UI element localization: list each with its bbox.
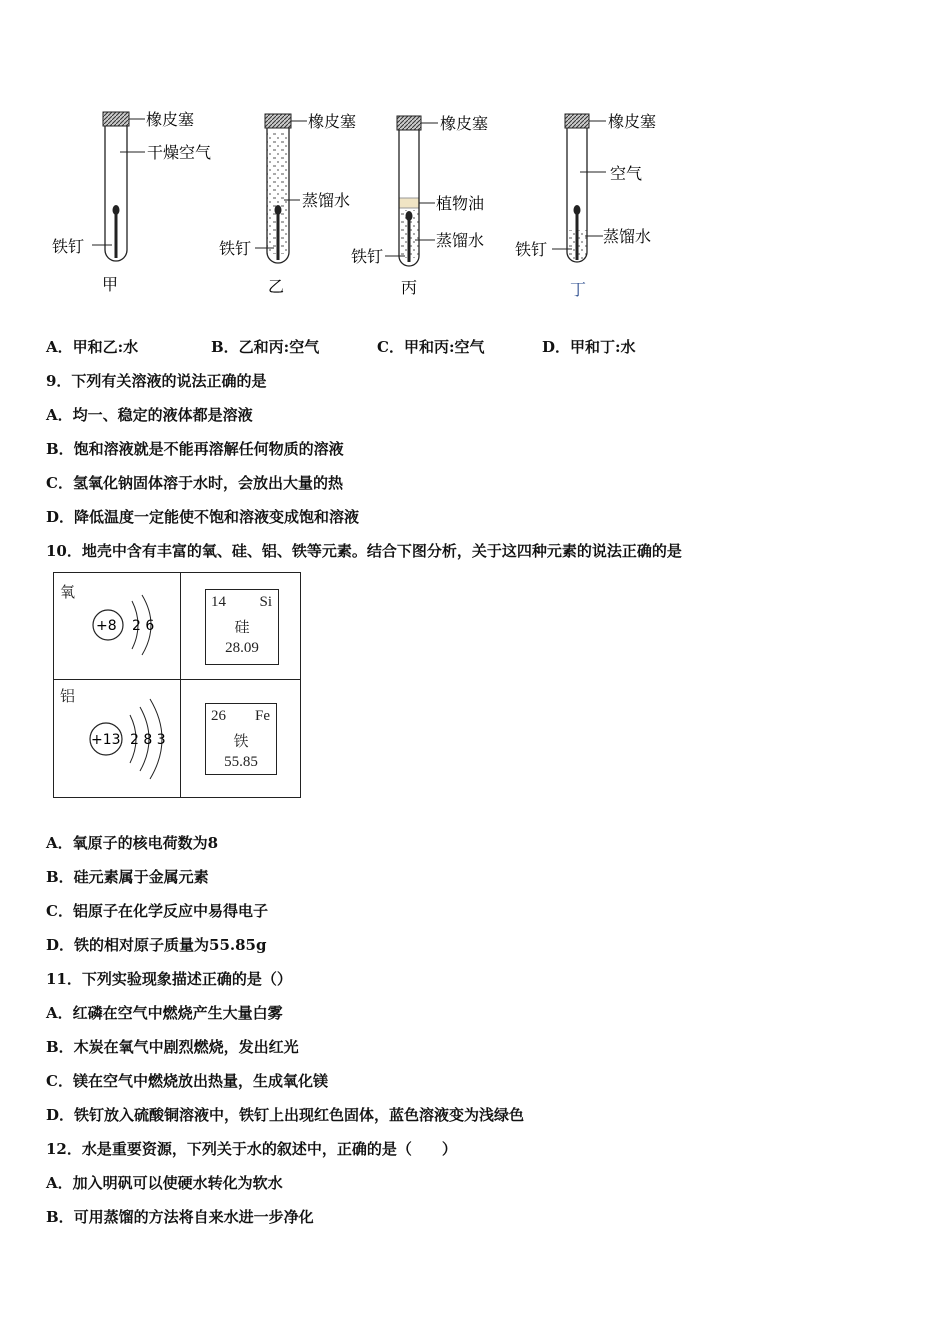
label-stopper: 橡皮塞 xyxy=(146,110,195,129)
tube-jia xyxy=(52,110,211,294)
label-nail: 铁钉 xyxy=(515,240,548,259)
q8-options xyxy=(46,336,746,356)
label-stopper: 橡皮塞 xyxy=(608,112,657,131)
q8-option-c: C．甲和丙:空气 xyxy=(377,338,485,356)
q11-option-d: D．铁钉放入硫酸铜溶液中，铁钉上出现红色固体，蓝色溶液变为浅绿色 xyxy=(46,1106,525,1124)
q8-option-a: A．甲和乙:水 xyxy=(46,338,139,356)
tube-yi xyxy=(219,112,356,296)
label-water: 蒸馏水 xyxy=(436,231,485,250)
q10-option-b: B．硅元素属于金属元素 xyxy=(46,868,209,886)
tube-ding xyxy=(515,112,656,299)
q8-option-d: D．甲和丁:水 xyxy=(542,338,636,356)
oxygen-name: 氧 xyxy=(60,583,76,601)
q11-option-a: A．红磷在空气中燃烧产生大量白雾 xyxy=(46,1004,283,1022)
oxygen-shells: 2 6 xyxy=(132,618,155,634)
label-air: 干燥空气 xyxy=(147,143,212,162)
iron-mass: 55.85 xyxy=(224,754,258,770)
q11-stem: 11．下列实验现象描述正确的是（） xyxy=(46,970,292,988)
label-stopper: 橡皮塞 xyxy=(308,112,357,131)
iron-number: 26 xyxy=(211,708,226,724)
caption-jia: 甲 xyxy=(102,275,119,294)
iron-symbol: Fe xyxy=(255,708,270,724)
rubber-stopper xyxy=(103,112,129,126)
label-water: 蒸馏水 xyxy=(302,191,351,210)
aluminum-nucleus: +13 xyxy=(91,732,121,748)
label-nail: 铁钉 xyxy=(52,237,85,256)
rubber-stopper xyxy=(265,114,291,128)
silicon-card xyxy=(205,589,279,665)
q9-option-c: C．氢氧化钠固体溶于水时，会放出大量的热 xyxy=(46,474,343,492)
q12-stem: 12．水是重要资源，下列关于水的叙述中，正确的是（ ） xyxy=(46,1140,457,1158)
caption-bing: 丙 xyxy=(401,278,418,297)
q11-option-c: C．镁在空气中燃烧放出热量，生成氧化镁 xyxy=(46,1072,328,1090)
q10-option-a: A．氧原子的核电荷数为8 xyxy=(46,834,219,852)
caption-yi: 乙 xyxy=(268,277,285,296)
rubber-stopper xyxy=(397,116,421,130)
silicon-symbol: Si xyxy=(259,594,272,610)
q8-option-b: B．乙和丙:空气 xyxy=(211,338,320,356)
tube-bing xyxy=(351,114,488,297)
label-nail: 铁钉 xyxy=(351,247,384,266)
silicon-number: 14 xyxy=(211,594,226,610)
label-water: 蒸馏水 xyxy=(603,227,652,246)
silicon-name: 硅 xyxy=(234,618,250,636)
q11-option-b: B．木炭在氧气中剧烈燃烧，发出红光 xyxy=(46,1038,299,1056)
aluminum-shells: 2 8 3 xyxy=(130,732,166,748)
caption-ding: 丁 xyxy=(570,280,587,299)
q9-option-a: A．均一、稳定的液体都是溶液 xyxy=(46,406,253,424)
q10-stem: 10．地壳中含有丰富的氧、硅、铝、铁等元素。结合下图分析，关于这四种元素的说法正确的是 xyxy=(46,542,682,560)
element-table xyxy=(53,572,301,798)
q9-stem: 9．下列有关溶液的说法正确的是 xyxy=(46,372,267,390)
label-stopper: 橡皮塞 xyxy=(440,114,489,133)
q10-option-d: D．铁的相对原子质量为55.85g xyxy=(46,936,267,954)
aluminum-atom-diagram xyxy=(84,685,184,793)
label-air: 空气 xyxy=(610,164,643,183)
aluminum-name: 铝 xyxy=(60,687,76,705)
label-oil: 植物油 xyxy=(436,194,485,213)
oxygen-nucleus: +8 xyxy=(96,618,117,634)
q9-option-d: D．降低温度一定能使不饱和溶液变成饱和溶液 xyxy=(46,508,360,526)
iron-card xyxy=(205,703,277,775)
label-nail: 铁钉 xyxy=(219,239,252,258)
oxygen-atom-diagram xyxy=(84,593,174,673)
q12-option-a: A．加入明矾可以使硬水转化为软水 xyxy=(46,1174,283,1192)
silicon-mass: 28.09 xyxy=(225,640,259,656)
q10-option-c: C．铝原子在化学反应中易得电子 xyxy=(46,902,268,920)
q9-option-b: B．饱和溶液就是不能再溶解任何物质的溶液 xyxy=(46,440,344,458)
test-tube-figure xyxy=(40,100,690,300)
q12-option-b: B．可用蒸馏的方法将自来水进一步净化 xyxy=(46,1208,314,1226)
iron-name: 铁 xyxy=(233,732,249,750)
rubber-stopper xyxy=(565,114,589,128)
